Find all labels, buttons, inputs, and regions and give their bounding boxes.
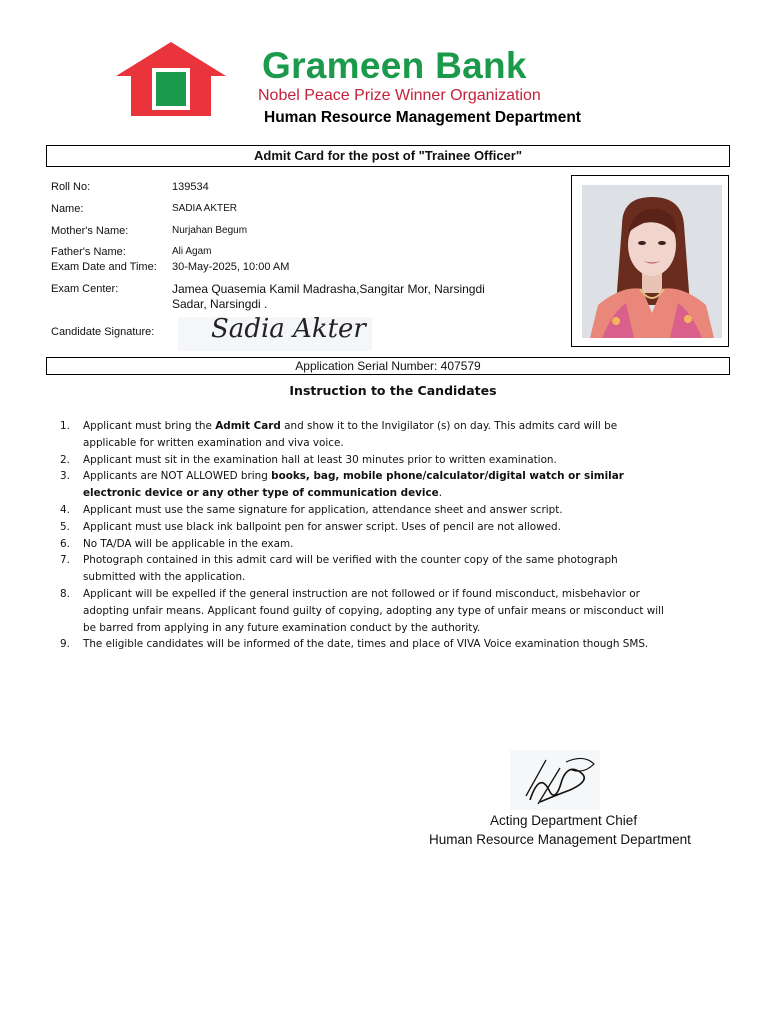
instruction-item: 3. Applicants are NOT ALLOWED bring books, bag, mobile phone/calculator/digital watch or similar electronic device or any other type of communication device. [60,470,624,500]
mother-name-label: Mother's Name: [51,225,129,237]
candidate-signature-label: Candidate Signature: [51,326,155,338]
officer-signature [510,750,600,810]
application-serial-number: Application Serial Number: 407579 [46,357,730,375]
candidate-photo [582,185,722,338]
candidate-signature: Sadia Akter [211,314,366,344]
exam-date-label: Exam Date and Time: [51,261,157,273]
instructions-list [52,418,672,653]
father-name-value: Ali Agam [172,246,212,257]
exam-date-value: 30-May-2025, 10:00 AM [172,261,290,273]
instruction-item: 6. No TA/DA will be applicable in the exam. [60,537,294,550]
instruction-item: 9. The eligible candidates will be informed of the date, times and place of VIVA Voice examination though SMS. [60,638,649,651]
instruction-item: 4. Applicant must use the same signature for application, attendance sheet and answer script. [60,503,563,516]
officer-department: Human Resource Management Department [429,832,691,847]
roll-value: 139534 [172,181,209,193]
instructions-title: Instruction to the Candidates [289,383,497,398]
bank-name: Grameen Bank [262,45,527,86]
roll-label: Roll No: [51,181,91,193]
instruction-item: 5. Applicant must use black ink ballpoint pen for answer script. Uses of pencil are not allowed. [60,520,561,533]
exam-center-line2: Sadar, Narsingdi . [172,297,268,311]
officer-title: Acting Department Chief [490,813,638,828]
father-name-label: Father's Name: [51,246,126,258]
instruction-item: 7. Photograph contained in this admit card will be verified with the counter copy of the same photograph submitted with the application. [60,554,618,584]
department-heading: Human Resource Management Department [264,109,581,126]
name-label: Name: [51,203,84,215]
bank-tagline: Nobel Peace Prize Winner Organization [258,87,541,104]
name-value: SADIA AKTER [172,203,238,214]
admit-card-title: Admit Card for the post of "Trainee Officer" [46,145,730,167]
house-logo-icon [116,42,226,116]
instruction-item: 2. Applicant must sit in the examination hall at least 30 minutes prior to written examination. [60,453,557,466]
exam-center-line1: Jamea Quasemia Kamil Madrasha,Sangitar Mor, Narsingdi [172,282,485,296]
mother-name-value: Nurjahan Begum [172,225,248,236]
exam-center-label: Exam Center: [51,283,119,295]
instruction-item: 8. Applicant will be expelled if the general instruction are not followed or if found misconduct, misbehavior or adopting unfair means. Applicant found guilty of copying, adopting any type of unfair means or misconduct will be barred from applying in any future examination conduct by the authority. [60,587,664,634]
instruction-item: 1. Applicant must bring the Admit Card and show it to the Invigilator (s) on day. This admits card will be applicable for written examination and viva voice. [60,420,618,449]
